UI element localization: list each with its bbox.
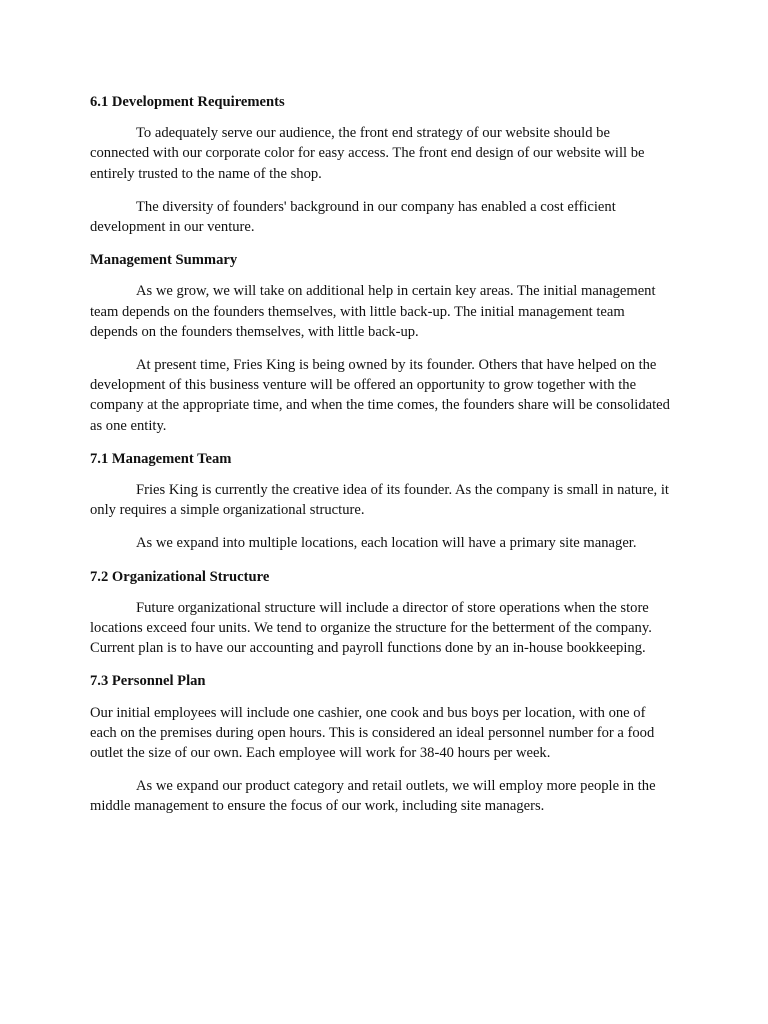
paragraph: The diversity of founders' background in our company has enabled a cost efficient development in our venture. [90,198,616,236]
section-heading-management-team: 7.1 Management Team [90,450,232,467]
section-heading-management-summary: Management Summary [90,252,238,269]
section-heading-personnel-plan: 7.3 Personnel Plan [90,673,206,690]
section-heading-organizational-structure: 7.2 Organizational Structure [90,568,270,585]
paragraph: To adequately serve our audience, the front end strategy of our website should be connected with our corporate color for easy access. The front end design of our website will be entirely trusted to the name of the shop. [90,125,645,182]
paragraph: Fries King is currently the creative idea of its founder. As the company is small in nature, it only requires a simple organizational structure. [90,482,669,519]
section-heading-development-requirements: 6.1 Development Requirements [90,94,285,110]
paragraph: As we expand into multiple locations, each location will have a primary site manager. [136,535,637,552]
paragraph: At present time, Fries King is being owned by its founder. Others that have helped on the development of this business venture will be offered an opportunity to grow together with the company at the appropriate time, and when the time comes, the founders share will be consolidated as one entity. [90,357,670,434]
paragraph: As we expand our product category and retail outlets, we will employ more people in the middle management to ensure the focus of our work, including site managers. [90,778,656,815]
paragraph: Future organizational structure will include a director of store operations when the store locations exceed four units. We tend to organize the structure for the betterment of the company. Current plan is to have our accounting and payroll functions done by an in-house bookkeeping. [90,599,652,657]
paragraph: Our initial employees will include one cashier, one cook and bus boys per location, with one of each on the premises during open hours. This is considered an ideal personnel number for a food outlet the size of our own. Each employee will work for 38-40 hours per week. [90,704,655,762]
paragraph: As we grow, we will take on additional help in certain key areas. The initial management team depends on the founders themselves, with little back-up. The initial management team depends on the founders themselves, with little back-up. [90,283,656,340]
